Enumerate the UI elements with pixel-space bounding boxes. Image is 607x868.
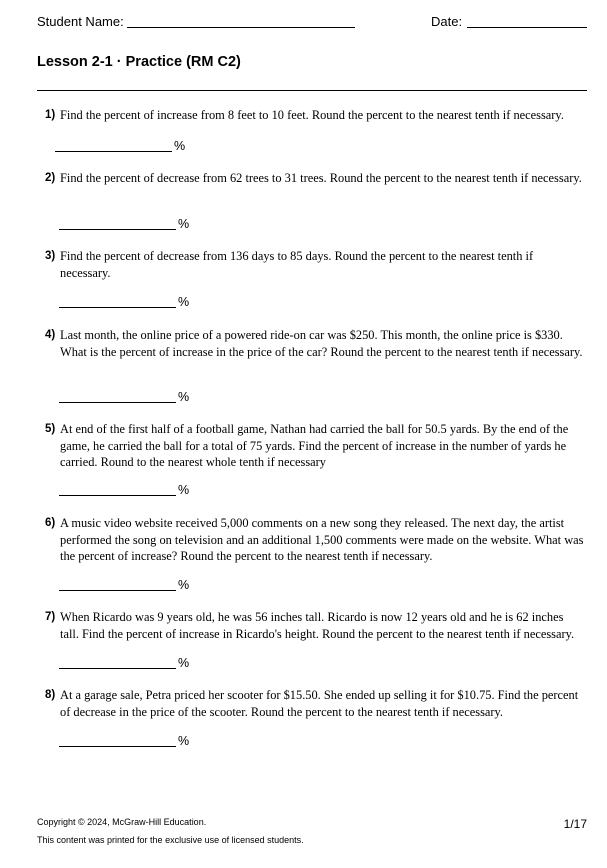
question-number: 8)	[45, 689, 56, 701]
percent-sign: %	[178, 578, 190, 592]
question-1	[45, 107, 585, 124]
percent-sign: %	[178, 656, 190, 670]
question-6	[45, 515, 585, 565]
answer-blank[interactable]	[59, 307, 176, 308]
answer-blank[interactable]	[59, 668, 176, 669]
question-text: Find the percent of decrease from 136 days to 85 days. Round the percent to the nearest tenth if necessary.	[60, 249, 534, 280]
percent-sign: %	[178, 390, 190, 404]
question-3	[45, 248, 585, 281]
question-number: 7)	[45, 611, 56, 623]
title-divider	[37, 90, 587, 91]
student-name-field[interactable]	[127, 27, 355, 28]
percent-sign: %	[178, 295, 190, 309]
question-number: 4)	[45, 329, 56, 341]
question-number: 1)	[45, 109, 56, 121]
question-number: 3)	[45, 250, 56, 262]
license-notice: This content was printed for the exclusive use of licensed students.	[37, 835, 304, 845]
answer-blank[interactable]	[59, 746, 176, 747]
copyright-text: Copyright © 2024, McGraw-Hill Education.	[37, 817, 207, 827]
question-text: At end of the first half of a football game, Nathan had carried the ball for 50.5 yards. By the end of the game, he carried the ball for a total of 75 yards. Find the percent of increase in the number of yards he carried. Round to the nearest whole tenth if necessary	[60, 422, 569, 469]
question-number: 2)	[45, 172, 56, 184]
page-number: 1/17	[563, 817, 587, 831]
question-text: A music video website received 5,000 comments on a new song they released. The next day, the artist performed the song on television and an additional 1,500 comments were made on the website. What was the percent of increase? Round the percent to the nearest tenth if necessary.	[60, 516, 584, 563]
answer-blank[interactable]	[55, 151, 172, 152]
page-title: Lesson 2-1 · Practice (RM C2)	[37, 54, 241, 70]
student-name-label: Student Name:	[37, 14, 124, 29]
date-label: Date:	[431, 14, 463, 29]
question-number: 6)	[45, 517, 56, 529]
question-5	[45, 421, 585, 471]
question-8	[45, 687, 585, 720]
question-7	[45, 609, 585, 642]
answer-blank[interactable]	[59, 229, 176, 230]
percent-sign: %	[178, 483, 190, 497]
answer-blank[interactable]	[59, 495, 176, 496]
percent-sign: %	[178, 734, 190, 748]
percent-sign: %	[174, 139, 186, 153]
question-text: At a garage sale, Petra priced her scooter for $15.50. She ended up selling it for $10.75. Find the percent of decrease in the price of the scooter. Round the percent to the nearest tenth if necessary.	[60, 688, 579, 719]
question-text: Find the percent of decrease from 62 trees to 31 trees. Round the percent to the nearest tenth if necessary.	[60, 171, 582, 185]
percent-sign: %	[178, 217, 190, 231]
question-2	[45, 170, 585, 187]
question-text: When Ricardo was 9 years old, he was 56 inches tall. Ricardo is now 12 years old and he is 62 inches tall. Find the percent of increase in Ricardo's height. Round the percent to the nearest tenth if necessary.	[60, 610, 575, 641]
date-field[interactable]	[467, 27, 587, 28]
question-text: Find the percent of increase from 8 feet to 10 feet. Round the percent to the nearest tenth if necessary.	[60, 108, 564, 122]
answer-blank[interactable]	[59, 402, 176, 403]
answer-blank[interactable]	[59, 590, 176, 591]
question-4	[45, 327, 585, 360]
question-text: Last month, the online price of a powered ride-on car was $250. This month, the online price is $330. What is the percent of increase in the price of the car? Round the percent to the nearest tenth if necessary.	[60, 328, 583, 359]
student-header	[37, 12, 587, 32]
question-number: 5)	[45, 423, 56, 435]
